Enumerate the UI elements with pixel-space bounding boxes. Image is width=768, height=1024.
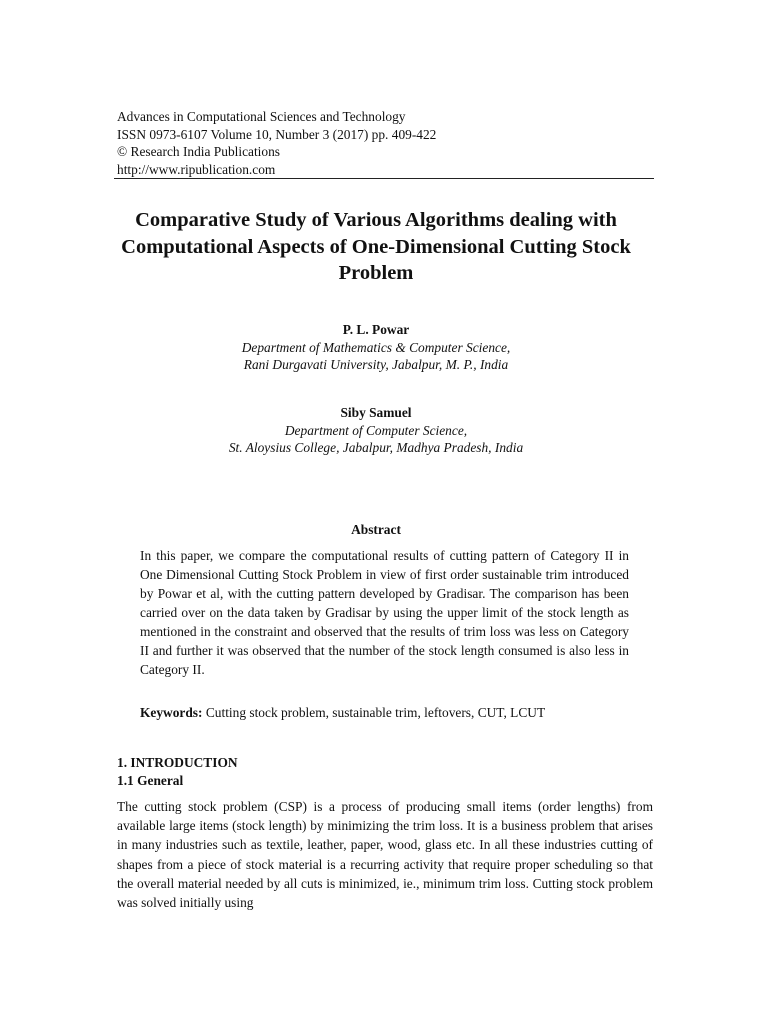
author-name: Siby Samuel (340, 405, 412, 420)
section-heading-introduction: 1. INTRODUCTION (117, 755, 238, 770)
journal-name: Advances in Computational Sciences and Technology (117, 109, 406, 124)
author-affiliation: Department of Mathematics & Computer Science, (241, 339, 511, 355)
author-affiliation: Department of Computer Science, (284, 422, 468, 438)
author-name: P. L. Powar (342, 322, 410, 337)
keywords-label: Keywords: (140, 705, 203, 720)
subsection-heading-general: 1.1 General (117, 773, 184, 788)
paper-title: Comparative Study of Various Algorithms dealing with Computational Aspects of One-Dimensional Cutting Stock Problem (121, 209, 631, 284)
keywords-list: Cutting stock problem, sustainable trim, leftovers, CUT, LCUT (205, 705, 546, 720)
abstract-heading: Abstract (351, 522, 401, 537)
author-affiliation: Rani Durgavati University, Jabalpur, M. P., India (243, 357, 509, 372)
journal-url[interactable]: http://www.ripublication.com (117, 161, 276, 177)
journal-header (117, 108, 654, 178)
body-paragraph: The cutting stock problem (CSP) is a process of producing small items (order lengths) from available large items (stock length) by minimizing the trim loss. It is a business problem that arises in many industries such as textile, leather, paper, wood, glass etc. In all these industries cutting of shapes from a piece of stock material is a recurring activity that require proper scheduling so that the overall material needed by all cuts is minimized, ie., minimum trim loss. Cutting stock problem was solved initially using (117, 799, 653, 911)
keywords (140, 703, 629, 722)
header-divider (114, 178, 654, 179)
publisher-line: © Research India Publications (117, 144, 281, 159)
abstract-text: In this paper, we compare the computational results of cutting pattern of Category II in One Dimensional Cutting Stock Problem in view of first order sustainable trim introduced by Powar et al, with the cutting pattern developed by Gradisar. The comparison has been carried over on the data taken by Gradisar by using the upper limit of the stock length as mentioned in the constraint and observed that the results of trim loss was less on Category II and further it was observed that the number of the stock length consumed is also less in Category II. (140, 548, 629, 677)
author-block-2 (100, 404, 652, 457)
author-affiliation: St. Aloysius College, Jabalpur, Madhya Pradesh, India (228, 440, 524, 455)
issn-line: ISSN 0973-6107 Volume 10, Number 3 (2017) pp. 409-422 (117, 126, 437, 142)
author-block-1 (100, 321, 652, 374)
